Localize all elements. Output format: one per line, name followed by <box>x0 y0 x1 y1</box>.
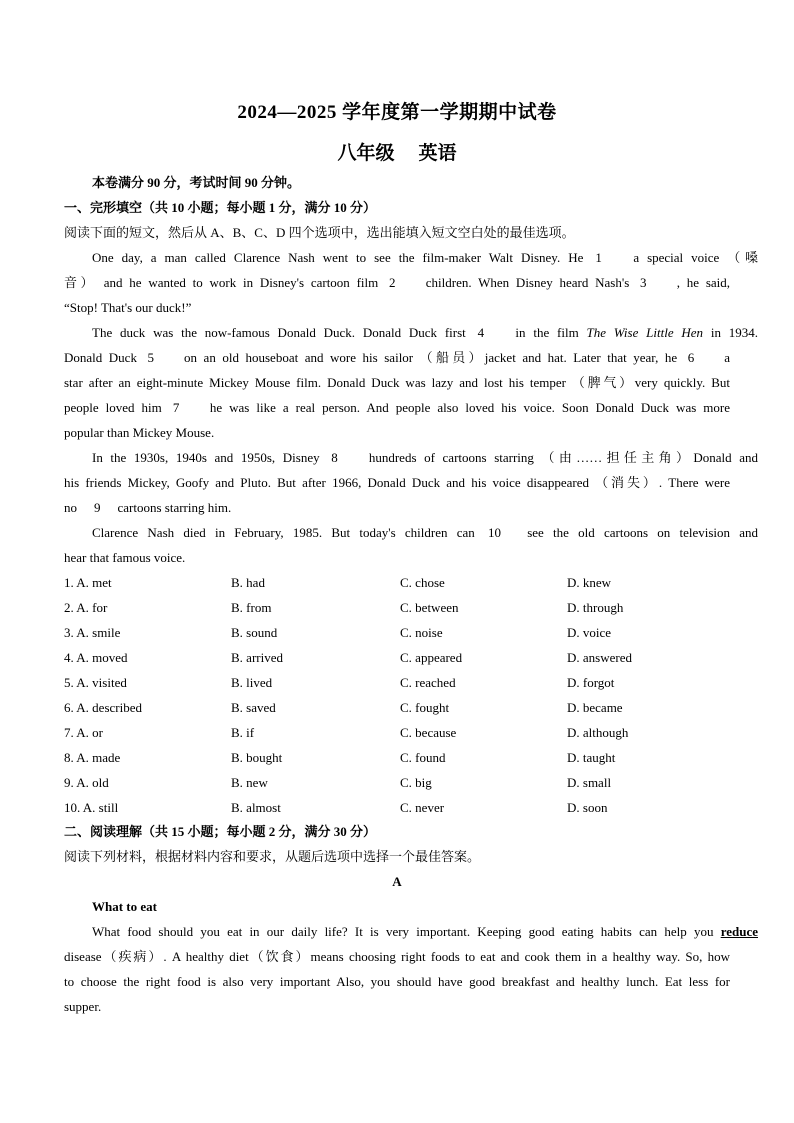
blank-7 <box>169 399 203 417</box>
text-run: 音） and he wanted to work in Disney's cartoon film <box>64 275 379 290</box>
option-b: B. if <box>231 725 255 740</box>
text-run: Clarence Nash died in February, 1985. But today's children can <box>92 525 475 540</box>
option-c: C. found <box>400 750 446 765</box>
text-run: What food should you eat in our daily life? It is very important. Keeping good eating habits can help you <box>92 924 714 939</box>
section1-heading: 一、完形填空（共 10 小题；每小题 1 分，满分 10 分） <box>64 200 377 215</box>
option-b: B. from <box>231 600 272 615</box>
blank-5 <box>144 349 178 367</box>
option-a: 3. A. smile <box>64 625 121 640</box>
passage-line: disease（疾病）. A healthy diet（饮食）means choosing right foods to eat and cook them in a healthy way. So, how <box>64 949 730 964</box>
text-run: One day, a man called Clarence Nash went to see the film-maker Walt Disney. He <box>92 250 584 265</box>
exam-note: 本卷满分 90 分，考试时间 90 分钟。 <box>92 175 301 190</box>
text-run: hundreds of cartoons starring （由……担任主角）Donald and <box>368 450 758 465</box>
option-a: 2. A. for <box>64 600 108 615</box>
option-d: D. knew <box>567 575 612 590</box>
option-a: 5. A. visited <box>64 675 127 690</box>
blank-number: 4 <box>477 325 485 340</box>
blank-1 <box>591 249 625 267</box>
option-a: 7. A. or <box>64 725 103 740</box>
passage-line <box>64 499 730 517</box>
text-run: cartoons starring him. <box>117 500 232 515</box>
subject-label: 英语 <box>418 143 457 164</box>
option-a: 6. A. described <box>64 700 142 715</box>
text-run: a <box>724 350 731 365</box>
passage-line <box>64 449 758 467</box>
passage-line <box>64 324 758 342</box>
section2-heading: 二、阅读理解（共 15 小题；每小题 2 分，满分 30 分） <box>64 824 377 839</box>
passage-line: his friends Mickey, Goofy and Pluto. But after 1966, Donald Duck and his voice disappeared （消失）. There were <box>64 475 730 490</box>
option-c: C. fought <box>400 700 450 715</box>
text-run: no <box>64 500 77 515</box>
text-run: people loved him <box>64 400 162 415</box>
blank-3 <box>636 274 670 292</box>
passage-line <box>64 274 730 292</box>
blank-number: 2 <box>389 275 396 290</box>
passage-line: popular than Mickey Mouse. <box>64 425 215 440</box>
option-a: 4. A. moved <box>64 650 128 665</box>
blank-10 <box>484 524 518 542</box>
text-run: In the 1930s, 1940s and 1950s, Disney <box>92 450 320 465</box>
option-c: C. noise <box>400 625 443 640</box>
blank-number: 5 <box>147 350 154 365</box>
option-d: D. although <box>567 725 629 740</box>
part-label: A <box>392 874 402 889</box>
text-run: he was like a real person. And people also loved his voice. Soon Donald Duck was more <box>209 400 730 415</box>
blank-number: 3 <box>640 275 647 290</box>
option-b: B. almost <box>231 800 281 815</box>
passage-line <box>64 349 730 367</box>
option-c: C. chose <box>400 575 445 590</box>
text-run: children. When Disney heard Nash's <box>425 275 630 290</box>
text-run: Donald Duck <box>64 350 137 365</box>
passage-line: “Stop! That's our duck!” <box>64 300 192 315</box>
option-d: D. soon <box>567 800 608 815</box>
option-a: 8. A. made <box>64 750 121 765</box>
text-run: , he said, <box>676 275 731 290</box>
passage-line <box>64 399 730 417</box>
blank-number: 8 <box>331 450 338 465</box>
blank-number: 7 <box>172 400 180 415</box>
option-c: C. between <box>400 600 459 615</box>
option-a: 1. A. met <box>64 575 112 590</box>
option-c: C. because <box>400 725 457 740</box>
option-b: B. had <box>231 575 265 590</box>
passage-line <box>64 249 758 267</box>
passage-line: to choose the right food is also very important Also, you should have good breakfast and healthy lunch. Eat less for <box>64 974 730 989</box>
option-b: B. arrived <box>231 650 283 665</box>
article-title: What to eat <box>92 899 157 914</box>
option-b: B. new <box>231 775 268 790</box>
text-run: in the film <box>515 325 579 340</box>
option-d: D. forgot <box>567 675 615 690</box>
blank-number: 10 <box>487 525 501 540</box>
film-title: The Wise Little Hen <box>586 325 704 340</box>
section2-instruction: 阅读下列材料，根据材料内容和要求，从题后选项中选择一个最佳答案。 <box>64 849 481 864</box>
option-a: 9. A. old <box>64 775 109 790</box>
blank-number: 9 <box>94 500 101 515</box>
blank-9 <box>80 499 114 517</box>
text-run: in 1934. <box>710 325 759 340</box>
text-run: The duck was the now-famous Donald Duck. Donald Duck first <box>92 325 466 340</box>
option-c: C. big <box>400 775 432 790</box>
blank-8 <box>327 449 361 467</box>
option-c: C. never <box>400 800 445 815</box>
option-d: D. answered <box>567 650 632 665</box>
exam-title: 2024—2025 学年度第一学期期中试卷 <box>237 102 557 123</box>
option-b: B. saved <box>231 700 276 715</box>
section1-instruction: 阅读下面的短文，然后从 A、B、C、D 四个选项中，选出能填入短文空白处的最佳选项。 <box>64 225 575 240</box>
grade-label: 八年级 <box>337 143 395 164</box>
passage-line <box>64 524 758 542</box>
blank-4 <box>474 324 508 342</box>
option-b: B. lived <box>231 675 273 690</box>
option-d: D. taught <box>567 750 616 765</box>
exam-subtitle <box>64 138 730 165</box>
passage-line <box>64 923 758 941</box>
option-d: D. voice <box>567 625 612 640</box>
option-c: C. appeared <box>400 650 463 665</box>
passage-line: star after an eight-minute Mickey Mouse film. Donald Duck was lazy and lost his temper （脾气）very quickly. But <box>64 375 730 390</box>
option-d: D. became <box>567 700 623 715</box>
blank-number: 6 <box>687 350 695 365</box>
text-run: a special voice （嗓 <box>633 250 759 265</box>
option-c: C. reached <box>400 675 456 690</box>
underlined-word: reduce <box>720 924 758 939</box>
passage-line: hear that famous voice. <box>64 550 186 565</box>
text-run: see the old cartoons on television and <box>527 525 759 540</box>
option-d: D. small <box>567 775 612 790</box>
blank-number: 1 <box>595 250 602 265</box>
passage-line: supper. <box>64 999 102 1014</box>
option-a: 10. A. still <box>64 800 119 815</box>
blank-2 <box>385 274 419 292</box>
blank-6 <box>684 349 718 367</box>
option-d: D. through <box>567 600 624 615</box>
text-run: on an old houseboat and wore his sailor （船员）jacket and hat. Later that year, he <box>184 350 678 365</box>
option-b: B. sound <box>231 625 278 640</box>
option-b: B. bought <box>231 750 283 765</box>
